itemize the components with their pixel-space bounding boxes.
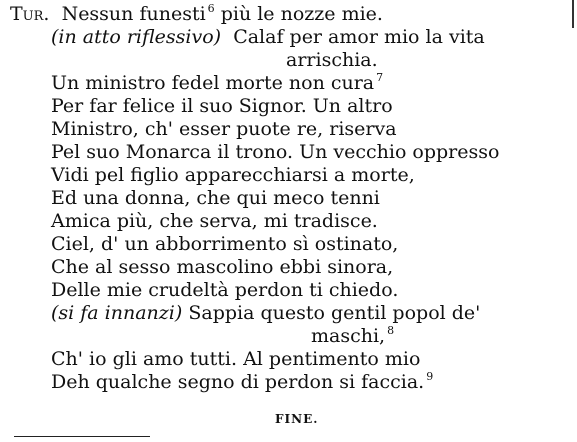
verse-line-9 bbox=[51, 187, 380, 209]
verse-line-12 bbox=[51, 256, 393, 278]
verse-text: Calaf per amor mio la vita bbox=[233, 26, 485, 48]
verse-line-17 bbox=[51, 371, 433, 396]
verse-text: Sappia questo gentil popol de' bbox=[188, 302, 481, 324]
verse-line-8 bbox=[51, 164, 415, 186]
verse-text: Amica più, che serva, mi tradisce. bbox=[51, 210, 378, 232]
footnote-marker: 9 bbox=[426, 370, 434, 383]
verse-text: Vidi pel figlio apparecchiarsi a morte, bbox=[51, 164, 415, 186]
verse-line-3 bbox=[286, 49, 378, 71]
verse-line-11 bbox=[51, 233, 398, 255]
verse-line-2 bbox=[51, 26, 485, 48]
verse-text: Ed una donna, che qui meco tenni bbox=[51, 187, 380, 209]
verse-line-15 bbox=[311, 325, 394, 350]
footnote-marker: 6 bbox=[207, 2, 215, 15]
footnote-rule bbox=[14, 436, 150, 437]
verse-text: Nessun funesti bbox=[61, 3, 206, 25]
verse-text: Delle mie crudeltà perdon ti chiedo. bbox=[51, 279, 399, 301]
verse-line-14 bbox=[51, 302, 480, 324]
verse-text: arrischia. bbox=[286, 49, 378, 71]
verse-text: Deh qualche segno di perdon si faccia. bbox=[51, 371, 425, 393]
verse-line-5 bbox=[51, 95, 393, 117]
verse-text: Ciel, d' un abborrimento sì ostinato, bbox=[51, 233, 399, 255]
verse-line-1 bbox=[10, 3, 383, 28]
verse-line-6 bbox=[51, 118, 397, 140]
verse-text: Per far felice il suo Signor. Un altro bbox=[51, 95, 393, 117]
verse-text-rest: più le nozze mie. bbox=[214, 3, 383, 25]
verse-text: Che al sesso mascolino ebbi sinora, bbox=[51, 256, 394, 278]
verse-text: Ch' io gli amo tutti. Al pentimento mio bbox=[51, 348, 421, 370]
footnote-marker: 7 bbox=[376, 71, 384, 84]
page-edge-mark bbox=[572, 0, 574, 28]
stage-direction: (si fa innanzi) bbox=[51, 302, 183, 324]
end-label: FINE. bbox=[275, 412, 319, 426]
verse-line-10 bbox=[51, 210, 378, 232]
stage-direction: (in atto riflessivo) bbox=[51, 26, 222, 48]
speaker-name: Tur. bbox=[10, 3, 50, 25]
footnote-marker: 8 bbox=[387, 324, 395, 337]
verse-text: Un ministro fedel morte non cura bbox=[51, 72, 375, 94]
verse-text: maschi, bbox=[311, 325, 386, 347]
verse-text: Ministro, ch' esser puote re, riserva bbox=[51, 118, 397, 140]
verse-text: Pel suo Monarca il trono. Un vecchio oppresso bbox=[51, 141, 500, 163]
verse-line-16 bbox=[51, 348, 420, 370]
verse-line-4 bbox=[51, 72, 383, 97]
verse-line-13 bbox=[51, 279, 398, 301]
verse-line-7 bbox=[51, 141, 499, 163]
